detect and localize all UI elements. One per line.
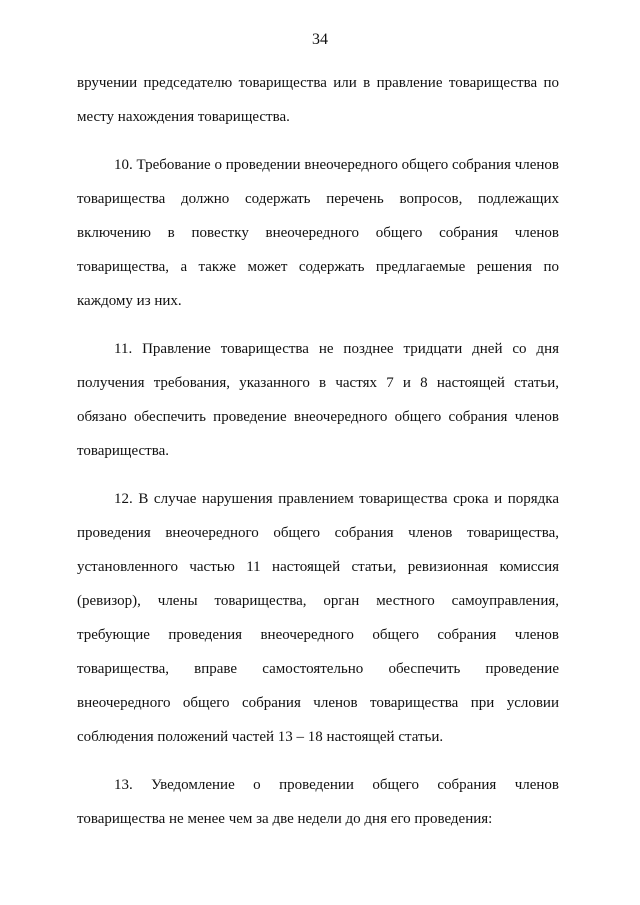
paragraph-continuation [77,66,559,134]
text-line: получения требования, указанного в частях 7 и 8 настоящей статьи, [77,375,559,391]
text-line: внеочередного общего собрания членов товарищества при условии [77,695,559,711]
paragraph-item-10 [77,148,559,318]
text-line: 10. Требование о проведении внеочередного общего собрания членов [114,157,559,173]
page-number: 34 [312,31,328,48]
text-line: 12. В случае нарушения правлением товарищества срока и порядка [114,491,559,507]
text-line: соблюдения положений частей 13 – 18 настоящей статьи. [77,729,444,745]
text-line: месту нахождения товарищества. [77,109,290,125]
text-line: требующие проведения внеочередного общего собрания членов [77,627,559,643]
text-line: 11. Правление товарищества не позднее тридцати дней со дня [114,341,559,357]
paragraph-item-11 [77,332,559,468]
text-line: вручении председателю товарищества или в правление товарищества по [77,75,559,91]
paragraph-item-13 [77,768,559,836]
text-line: включению в повестку внеочередного общего собрания членов [77,225,559,241]
text-line: товарищества, а также может содержать предлагаемые решения по [77,259,559,275]
text-line: товарищества. [77,443,170,459]
text-line: (ревизор), члены товарищества, орган местного самоуправления, [77,593,559,609]
paragraph-item-12 [77,482,559,754]
text-line: 13. Уведомление о проведении общего собрания членов [114,777,559,793]
text-line: каждому из них. [77,293,182,309]
text-line: установленного частью 11 настоящей статьи, ревизионная комиссия [77,559,559,575]
document-body [77,66,559,850]
text-line: товарищества, вправе самостоятельно обеспечить проведение [77,661,559,677]
text-line: товарищества не менее чем за две недели до дня его проведения: [77,811,493,827]
text-line: товарищества должно содержать перечень вопросов, подлежащих [77,191,559,207]
text-line: проведения внеочередного общего собрания членов товарищества, [77,525,559,541]
text-line: обязано обеспечить проведение внеочередного общего собрания членов [77,409,559,425]
